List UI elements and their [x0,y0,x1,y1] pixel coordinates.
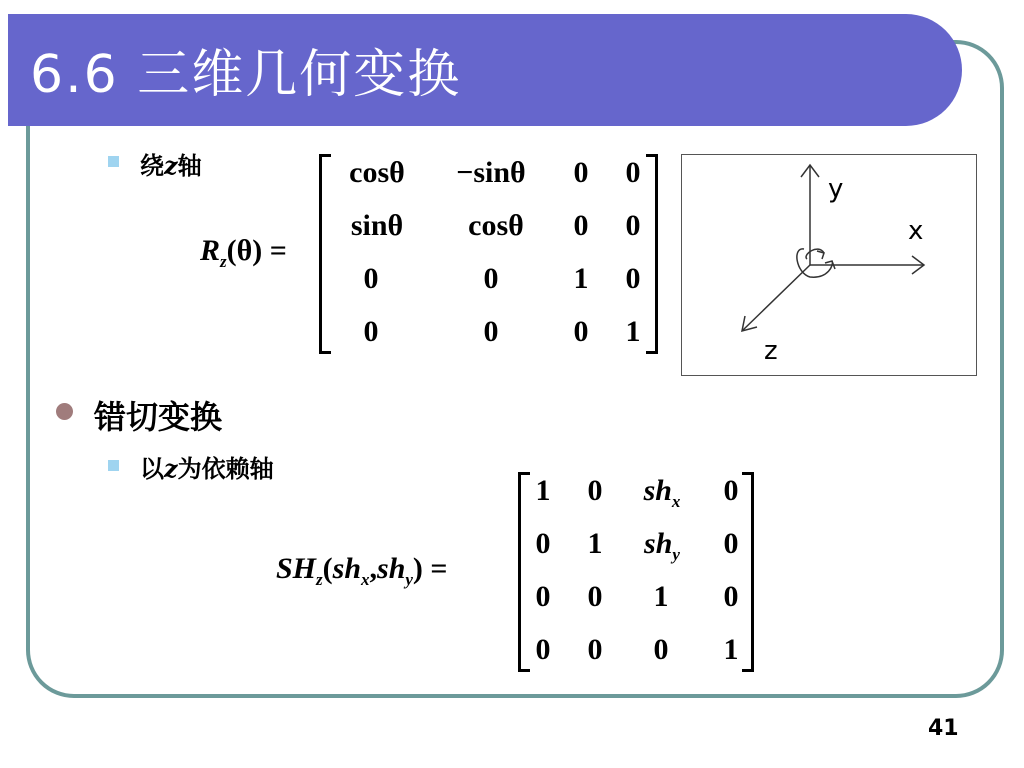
matrix-cell: 0 [587,633,603,666]
round-bullet-icon [56,403,73,420]
matrix-cell: 0 [573,156,589,189]
matrix-left-bracket [319,154,331,354]
matrix-cell: 0 [653,633,669,666]
matrix-cell: 1 [723,633,739,666]
matrix-cell: 0 [625,262,641,295]
x-axis-label: x [908,216,924,246]
matrix-cell: 0 [535,633,551,666]
matrix-cell: 0 [573,315,589,348]
matrix-cell: 0 [625,156,641,189]
shear-bullet-label: 以z为依赖轴 [140,454,274,483]
matrix-cell: $sh_x$ [643,474,681,511]
matrix-cell: 1 [573,262,589,295]
shear-heading: 错切变换 [94,398,223,436]
rotation-bullet-label: 绕z轴 [140,151,202,180]
matrix-cell: 0 [723,474,739,507]
matrix-cell: 0 [535,580,551,613]
matrix-cell: cosθ [349,156,405,189]
matrix-cell: 0 [573,209,589,242]
matrix-cell: 0 [483,262,499,295]
matrix-cell: 0 [723,580,739,613]
square-bullet-icon [108,460,119,471]
z-axis-label: z [764,336,778,366]
rotation-lhs: $R_z(\theta)$ = [200,234,287,271]
matrix-cell: 0 [535,527,551,560]
square-bullet-icon [108,156,119,167]
matrix-cell: 0 [363,315,379,348]
matrix-cell: 1 [625,315,641,348]
matrix-cell: 0 [587,580,603,613]
matrix-cell: 0 [587,474,603,507]
title-bar [8,14,962,126]
matrix-cell: 1 [653,580,669,613]
matrix-cell: cosθ [468,209,524,242]
matrix-cell: 0 [625,209,641,242]
shear-lhs: $SH_z(sh_x,sh_y)$ = [276,552,448,589]
matrix-cell: sinθ [350,209,404,242]
matrix-cell: 0 [723,527,739,560]
matrix-cell: $sh_y$ [644,527,680,564]
matrix-cell: 0 [483,315,499,348]
matrix-cell: 0 [363,262,379,295]
matrix-cell: 1 [535,474,551,507]
page-title: 6.6 三维几何变换 [30,45,462,105]
matrix-cell: −sinθ [456,156,526,189]
matrix-cell: 1 [587,527,603,560]
page-number: 41 [928,716,959,741]
y-axis-label: y [828,174,844,204]
